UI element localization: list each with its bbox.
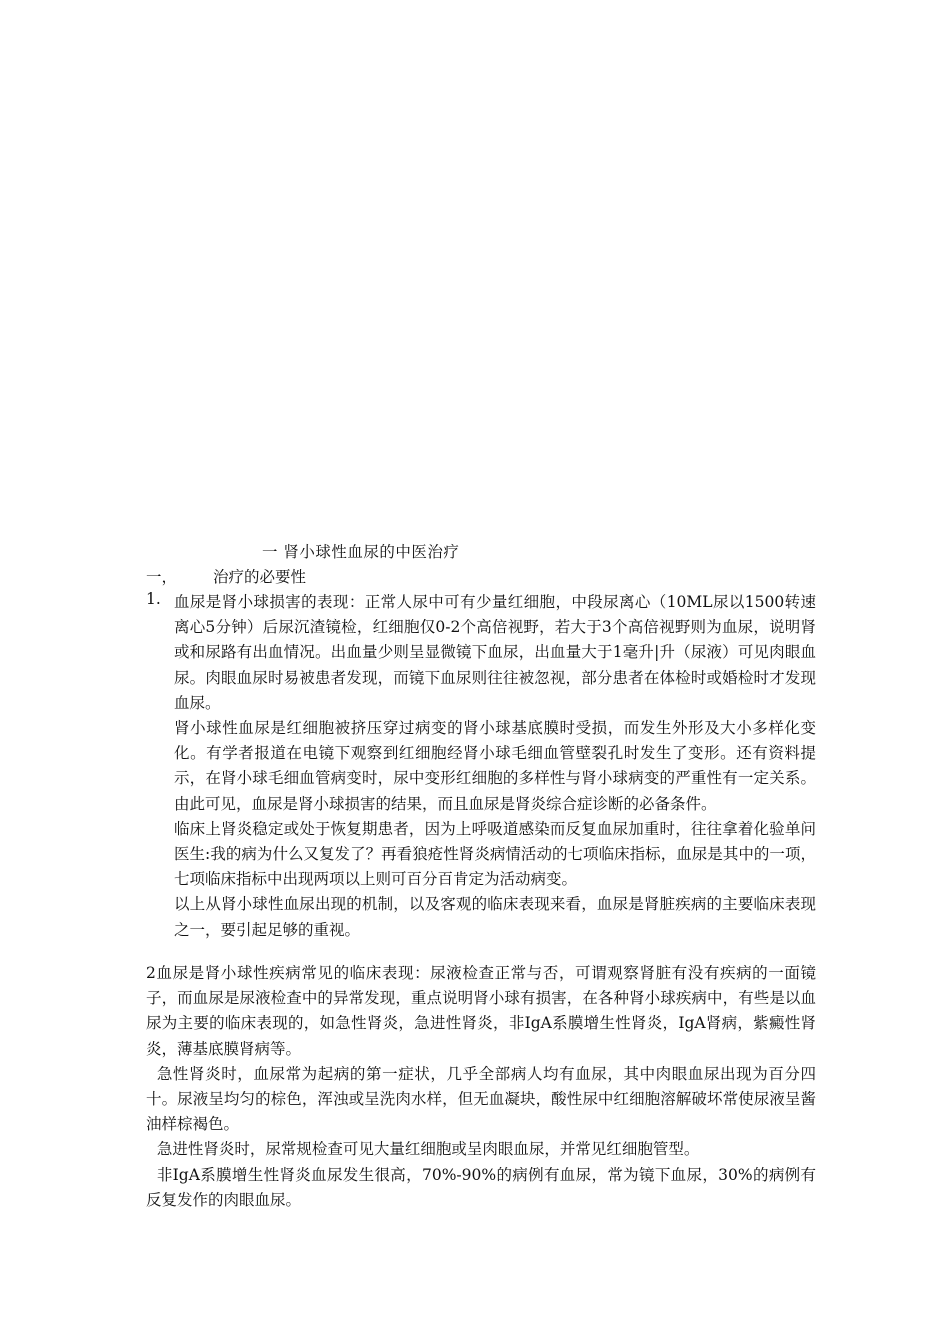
- paragraph: 血尿是肾小球损害的表现：正常人尿中可有少量红细胞，中段尿离心（10ML尿以1500转速离心5分钟）后尿沉渣镜检，红细胞仅0-2个高倍视野，若大于3个高倍视野则为血尿，说明肾或和尿路有出血情况。出血量少则呈显微镜下血尿，出血量大于1毫升|升（尿液）可见肉眼血尿。肉眼血尿时易被患者发现，而镜下血尿则往往被忽视，部分患者在体检时或婚检时才发现血尿。: [174, 593, 816, 712]
- paragraph: 以上从肾小球性血尿出现的机制，以及客观的临床表现来看，血尿是肾脏疾病的主要临床表现之一，要引起足够的重视。: [174, 895, 816, 939]
- section-block-2: [146, 961, 816, 1213]
- section-heading: [146, 565, 306, 587]
- section-number: 一，: [146, 568, 178, 586]
- paragraph: 临床上肾炎稳定或处于恢复期患者，因为上呼吸道感染而反复血尿加重时，往往拿着化验单问医生:我的病为什么又复发了？再看狼疮性肾炎病情活动的七项临床指标，血尿是其中的一项，七项临床指标中出现两项以上则可百分百肯定为活动病变。: [174, 819, 816, 889]
- paragraph: 肾小球性血尿是红细胞被挤压穿过病变的肾小球基底膜时受损，而发生外形及大小多样化变化。有学者报道在电镜下观察到红细胞经肾小球毛细血管壁裂孔时发生了变形。还有资料提示，在肾小球毛细血管病变时，尿中变形红细胞的多样性与肾小球病变的严重性有一定关系。由此可见，血尿是肾小球损害的结果，而且血尿是肾炎综合症诊断的必备条件。: [174, 719, 816, 813]
- document-title: 一 肾小球性血尿的中医治疗: [262, 543, 460, 561]
- paragraph: 2血尿是肾小球性疾病常见的临床表现：尿液检查正常与否，可谓观察肾脏有没有疾病的一面镜子，而血尿是尿液检查中的异常发现，重点说明肾小球有损害，在各种肾小球疾病中，有些是以血尿为主要的临床表现的，如急性肾炎，急进性肾炎，非IgA系膜增生性肾炎，IgA肾病，紫癜性肾炎，薄基底膜肾病等。: [146, 964, 816, 1058]
- paragraph: 急进性肾炎时，尿常规检查可见大量红细胞或呈肉眼血尿，并常见红细胞管型。: [156, 1140, 700, 1159]
- paragraph: 急性肾炎时，血尿常为起病的第一症状，几乎全部病人均有血尿，其中肉眼血尿出现为百分四十。尿液呈均匀的棕色，浑浊或呈洗肉水样，但无血凝块，酸性尿中红细胞溶解破坏常使尿液呈酱油样棕褐色。: [146, 1064, 816, 1134]
- list-item-number: 1.: [146, 590, 161, 608]
- paragraph: 非IgA系膜增生性肾炎血尿发生很高，70%-90%的病例有血尿，常为镜下血尿，30%的病例有反复发作的肉眼血尿。: [146, 1165, 816, 1209]
- list-item-body: [174, 590, 816, 943]
- section-label: 治疗的必要性: [213, 568, 307, 586]
- list-item-1: [146, 590, 816, 943]
